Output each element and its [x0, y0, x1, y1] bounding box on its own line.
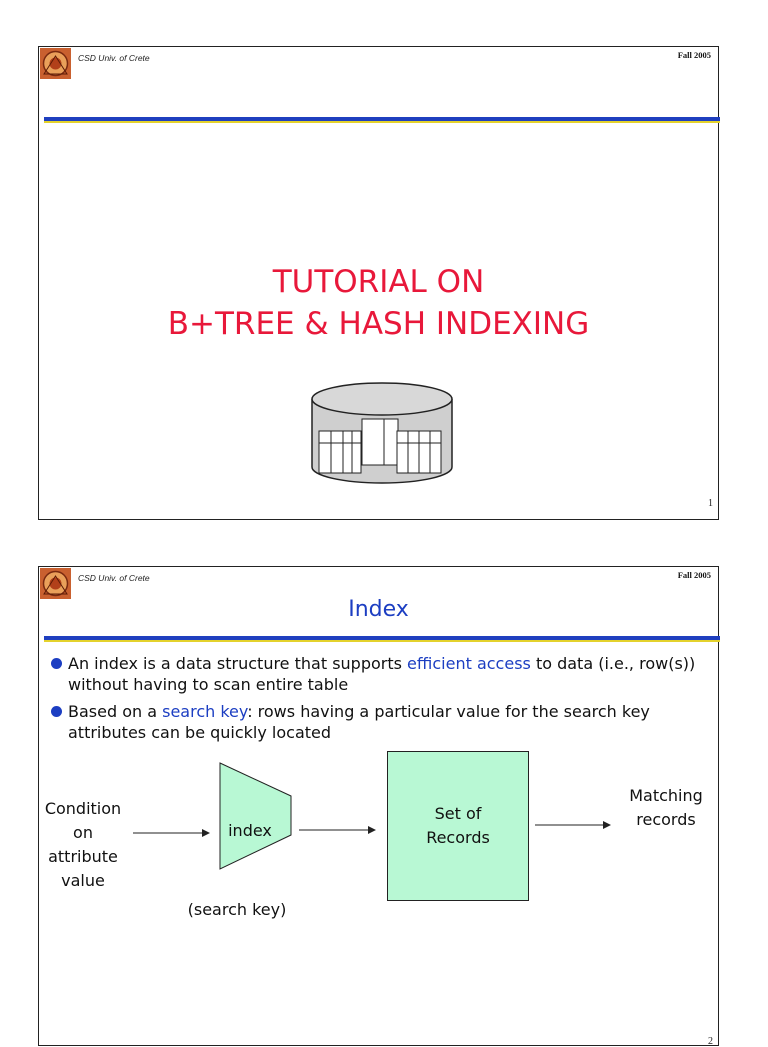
slide-2: [38, 566, 719, 1046]
header-term: Fall 2005: [677, 570, 711, 580]
highlight-search-key: search key: [162, 702, 248, 721]
matching-records-label: Matching records: [629, 786, 703, 829]
records-label: Set of Records: [426, 804, 490, 847]
index-label: index: [228, 821, 272, 840]
slide-title: Index: [348, 597, 409, 622]
condition-label: Condition on attribute value: [44, 799, 122, 890]
page-number: 1: [708, 498, 713, 509]
header-institution: CSD Univ. of Crete: [78, 53, 150, 63]
bullet-item: An index is a data structure that supports efficient access to data (i.e., row(s)) without having to scan entire table: [51, 653, 710, 695]
highlight-efficient-access: efficient access: [407, 654, 531, 673]
records-box: [387, 751, 529, 901]
database-cylinder-icon: [39, 47, 720, 521]
slide-1: [38, 46, 719, 520]
header-term: Fall 2005: [677, 50, 711, 60]
slide-title-line-1: TUTORIAL ON: [272, 264, 485, 300]
slide-title-line-2: B+TREE & HASH INDEXING: [167, 306, 590, 342]
page-number: 2: [708, 1036, 713, 1047]
header-institution: CSD Univ. of Crete: [78, 573, 150, 583]
search-key-label: (search key): [187, 900, 287, 919]
bullet-item: Based on a search key: rows having a particular value for the search key attributes can be quickly located: [51, 701, 710, 743]
index-trapezoid: [220, 763, 291, 869]
